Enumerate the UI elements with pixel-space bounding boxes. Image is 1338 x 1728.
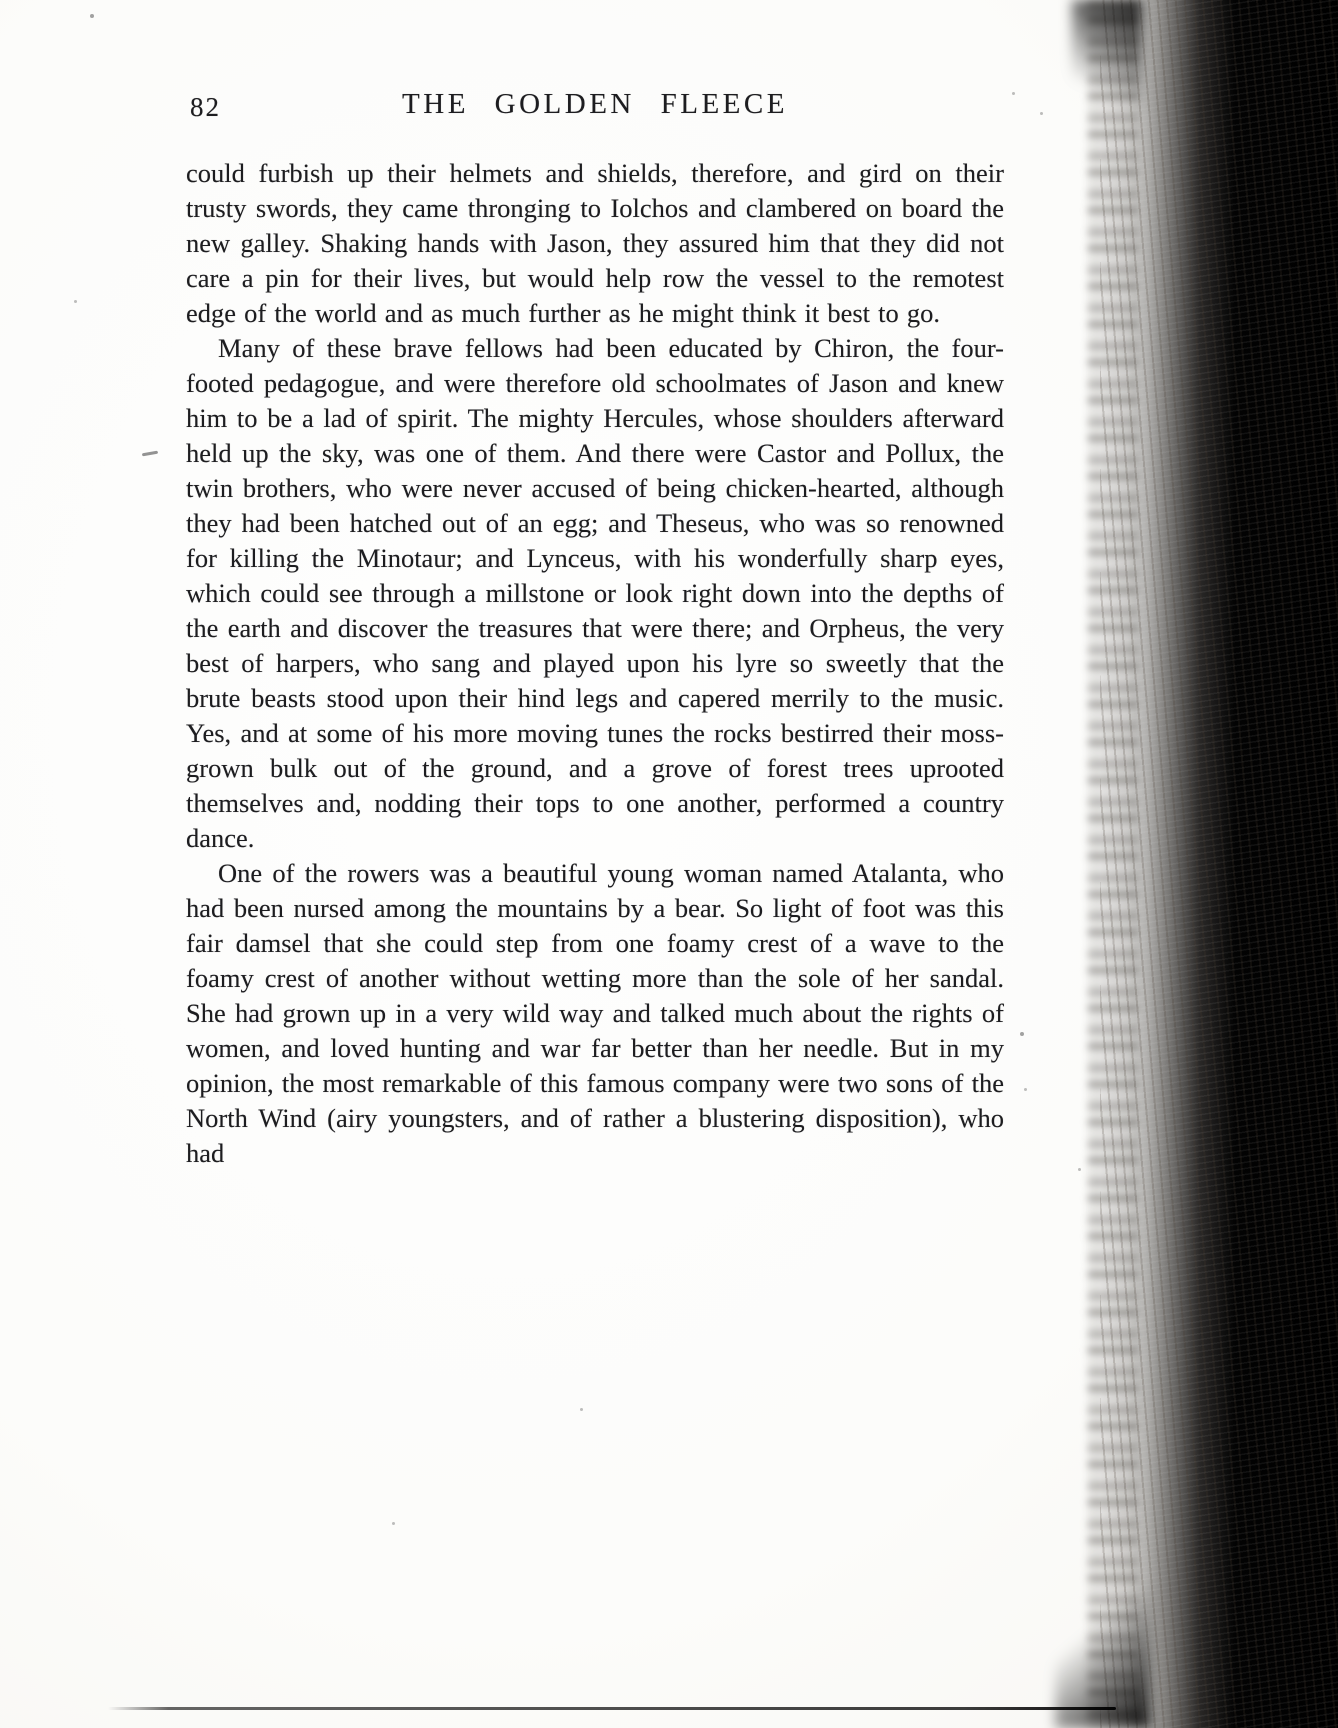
paragraph-1: could furbish up their helmets and shields, therefore, and gird on their trusty swords, they came thronging to Iolchos and clambered on board the new galley. Shaking hands with Jason, they assured him that they did not care a pin for their lives, but would help row the vessel to the remotest edge of the world and as much further as he might think it best to go. bbox=[186, 158, 1004, 328]
page-number: 82 bbox=[190, 92, 221, 122]
scan-speck bbox=[1024, 1088, 1027, 1091]
scan-speck bbox=[90, 14, 94, 18]
scan-speck bbox=[1012, 92, 1015, 95]
scan-speck bbox=[74, 300, 77, 303]
running-title: THE GOLDEN FLEECE bbox=[402, 88, 788, 120]
scan-dark-edge bbox=[1100, 0, 1338, 1728]
scan-edge-bottom-wedge bbox=[1055, 1578, 1150, 1728]
scan-speck bbox=[392, 1522, 395, 1525]
scan-speck bbox=[1078, 1168, 1081, 1171]
page-header bbox=[186, 84, 1004, 130]
page-content bbox=[186, 84, 1004, 1171]
scan-speck bbox=[1040, 112, 1043, 115]
body-text bbox=[186, 156, 1004, 1171]
scan-margin-mark bbox=[142, 451, 158, 457]
scan-speck bbox=[580, 1408, 583, 1411]
paragraph-3: One of the rowers was a beautiful young woman named Atalanta, who had been nursed among the mountains by a bear. So light of foot was this fair damsel that she could step from one foamy crest of a wave to the foamy crest of another without wetting more than the sole of her sandal. She had grown up in a very wild way and talked much about the rights of women, and loved hunting and war far better than her needle. But in my opinion, the most remarkable of this famous company were two sons of the North Wind (airy youngsters, and of rather a blustering disposition), who had bbox=[186, 858, 1004, 1168]
scan-speck bbox=[1020, 1032, 1024, 1036]
scan-bottom-line bbox=[108, 1707, 1116, 1710]
paragraph-2: Many of these brave fellows had been educated by Chiron, the four-footed pedagogue, and were therefore old schoolmates of Jason and knew him to be a lad of spirit. The mighty Hercules, whose shoulders afterward held up the sky, was one of them. And there were Castor and Pollux, the twin brothers, who were never accused of being chicken-hearted, although they had been hatched out of an egg; and Theseus, who was so renowned for killing the Minotaur; and Lynceus, with his wonderfully sharp eyes, which could see through a millstone or look right down into the depths of the earth and discover the treasures that were there; and Orpheus, the very best of harpers, who sang and played upon his lyre so sweetly that the brute beasts stood upon their hind legs and capered merrily to the music. Yes, and at some of his more moving tunes the rocks bestirred their moss-grown bulk out of the ground, and a grove of forest trees uprooted themselves and, nodding their tops to one another, performed a country dance. bbox=[186, 333, 1004, 853]
scan-edge-top-wedge bbox=[1072, 0, 1142, 130]
